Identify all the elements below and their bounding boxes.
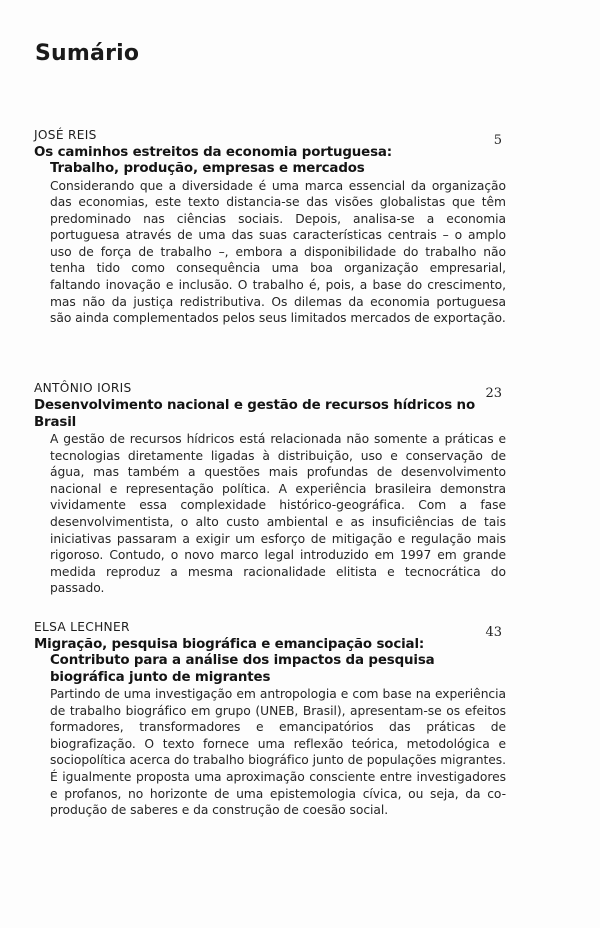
entry-title: Migração, pesquisa biográfica e emancipação social: (34, 637, 425, 652)
entry-abstract: Partindo de uma investigação em antropologia e com base na experiência de trabalho biográfico em grupo (UNEB, Brasil), apresentam-se os efeitos formadores, transformadores e emancipatórios das práticas de biografização. O texto fornece uma reflexão teórica, metodológica e sociopolítica acerca do trabalho biográfico junto de populações migrantes. É igualmente proposta uma aproximação consciente entre investigadores e profanos, no horizonte de uma epistemologia cívica, ou seja, da co-produção de saberes e da construção de coesão social. (50, 687, 506, 818)
toc-entry-lechner (34, 619, 506, 819)
entry-page-number: 43 (485, 625, 502, 640)
entry-subtitle: Trabalho, produção, empresas e mercados (50, 161, 365, 176)
entry-title: Os caminhos estreitos da economia portuguesa: (34, 145, 393, 160)
entry-author: JOSÉ REIS (34, 128, 97, 142)
entry-abstract: Considerando que a diversidade é uma marca essencial da organização das economias, este texto distancia-se das visões globalistas que têm predominado nas ciências sociais. Depois, analisa-se a economia portuguesa através de uma das suas características centrais – o amplo uso de força de trabalho –, embora a disponibilidade do trabalho não tenha tido como consequência uma boa organização empresarial, faltando inovação e inclusão. O trabalho é, pois, a base do crescimento, mas não da justiça redistributiva. Os dilemas da economia portuguesa são ainda complementados pelos seus limitados mercados de exportação. (50, 178, 506, 326)
entry-page-number: 23 (485, 386, 502, 401)
entry-abstract: A gestão de recursos hídricos está relacionada não somente a práticas e tecnologias diretamente ligadas à distribuição, uso e conservação de água, mas também a questões mais profundas de desenvolvimento nacional e representação política. A experiência brasileira demonstra vividamente essa complexidade histórico-geográfica. Com a fase desenvolvimentista, o alto custo ambiental e as insuficiências de tais iniciativas passaram a exigir um esforço de mitigação e regulação mais rigoroso. Contudo, o novo marco legal introduzido em 1997 em grande medida reproduz a mesma racionalidade elitista e tecnocrática do passado. (50, 432, 506, 596)
entry-page-number: 5 (493, 133, 502, 148)
entry-subtitle: Contributo para a análise dos impactos da pesquisa biográfica junto de migrantes (50, 653, 435, 685)
entry-author: ANTÔNIO IORIS (34, 381, 132, 395)
toc-entry-ioris (34, 380, 506, 597)
entry-author: ELSA LECHNER (34, 620, 130, 634)
toc-entry-reis (34, 127, 506, 327)
entry-title: Desenvolvimento nacional e gestão de recursos hídricos no Brasil (34, 398, 475, 430)
page-title: Sumário (35, 41, 140, 66)
